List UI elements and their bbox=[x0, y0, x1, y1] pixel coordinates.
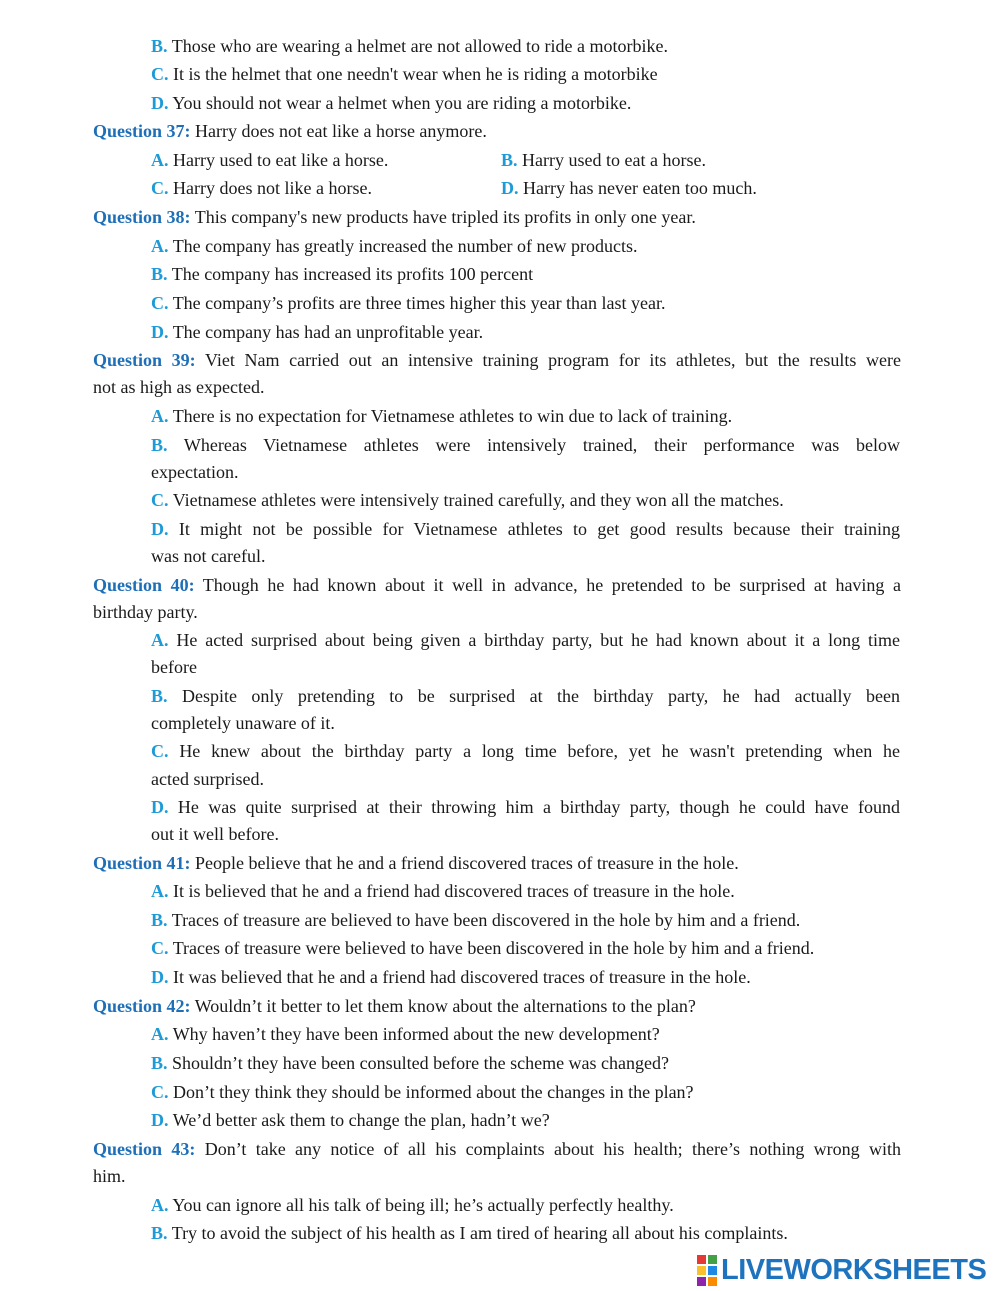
question-43-cont: him. bbox=[93, 1166, 126, 1186]
option-label: D. bbox=[151, 93, 169, 113]
option-text: The company has increased its profits 100 percent bbox=[171, 264, 534, 284]
option-label: A. bbox=[151, 236, 169, 256]
logo-text: LIVEWORKSHEETS bbox=[721, 1253, 987, 1286]
q36-option-b bbox=[151, 35, 668, 57]
question-40 bbox=[93, 574, 901, 596]
q41-option-a bbox=[151, 880, 735, 902]
option-label: A. bbox=[151, 1195, 169, 1215]
liveworksheets-logo[interactable] bbox=[697, 1255, 986, 1285]
question-39-cont: not as high as expected. bbox=[93, 377, 265, 397]
question-41 bbox=[93, 852, 739, 874]
question-38 bbox=[93, 206, 696, 228]
q39-option-a bbox=[151, 405, 732, 427]
option-label: B. bbox=[151, 910, 168, 930]
question-37 bbox=[93, 120, 487, 142]
q37-option-c bbox=[151, 177, 372, 199]
option-label: D. bbox=[151, 797, 169, 817]
question-43 bbox=[93, 1138, 901, 1160]
q40-option-a-cont: before bbox=[151, 657, 197, 677]
option-label: C. bbox=[151, 64, 169, 84]
option-text: Don’t they think they should be informed about the changes in the plan? bbox=[173, 1082, 694, 1102]
q39-option-c bbox=[151, 489, 784, 511]
option-text: Shouldn’t they have been consulted before the scheme was changed? bbox=[172, 1053, 670, 1073]
option-text: He was quite surprised at their throwing him a birthday party, though he could have found bbox=[177, 797, 901, 817]
q42-option-d bbox=[151, 1109, 550, 1131]
q40-option-b-cont: completely unaware of it. bbox=[151, 713, 335, 733]
q42-option-b bbox=[151, 1052, 669, 1074]
option-text: Harry has never eaten too much. bbox=[523, 178, 757, 198]
q38-option-d bbox=[151, 321, 483, 343]
option-label: A. bbox=[151, 150, 169, 170]
option-text: The company has had an unprofitable year. bbox=[172, 322, 484, 342]
q38-option-a bbox=[151, 235, 638, 257]
q40-option-c bbox=[151, 740, 900, 762]
question-label: Question 37: bbox=[93, 121, 191, 141]
option-text: Despite only pretending to be surprised at the birthday party, he had actually been bbox=[181, 686, 900, 706]
option-label: B. bbox=[151, 36, 168, 56]
q40-option-b bbox=[151, 685, 900, 707]
option-text: Harry does not like a horse. bbox=[173, 178, 372, 198]
q39-option-b-cont: expectation. bbox=[151, 462, 239, 482]
option-text: It might not be possible for Vietnamese athletes to get good results because their training bbox=[178, 519, 900, 539]
question-42 bbox=[93, 995, 696, 1017]
question-text: Harry does not eat like a horse anymore. bbox=[195, 121, 487, 141]
q37-option-d bbox=[501, 177, 757, 199]
option-text: We’d better ask them to change the plan, hadn’t we? bbox=[172, 1110, 550, 1130]
question-40-cont: birthday party. bbox=[93, 602, 198, 622]
option-text: Traces of treasure were believed to have been discovered in the hole by him and a friend. bbox=[172, 938, 815, 958]
q41-option-c bbox=[151, 937, 814, 959]
option-label: D. bbox=[151, 967, 169, 987]
q40-option-c-cont: acted surprised. bbox=[151, 769, 264, 789]
option-label: B. bbox=[151, 1223, 168, 1243]
q39-option-d-cont: was not careful. bbox=[151, 546, 266, 566]
option-text: Harry used to eat a horse. bbox=[522, 150, 706, 170]
option-text: You should not wear a helmet when you are riding a motorbike. bbox=[172, 93, 632, 113]
q37-option-a bbox=[151, 149, 388, 171]
option-label: B. bbox=[151, 435, 168, 455]
q38-option-c bbox=[151, 292, 666, 314]
option-label: A. bbox=[151, 1024, 169, 1044]
option-label: C. bbox=[151, 741, 169, 761]
option-label: C. bbox=[151, 293, 169, 313]
option-text: It was believed that he and a friend had discovered traces of treasure in the hole. bbox=[173, 967, 751, 987]
q36-option-d bbox=[151, 92, 631, 114]
q37-option-b bbox=[501, 149, 706, 171]
option-label: C. bbox=[151, 938, 169, 958]
option-label: B. bbox=[501, 150, 518, 170]
question-text: Wouldn’t it better to let them know about the alternations to the plan? bbox=[194, 996, 696, 1016]
question-label: Question 41: bbox=[93, 853, 191, 873]
option-text: Traces of treasure are believed to have been discovered in the hole by him and a friend. bbox=[171, 910, 801, 930]
option-text: Why haven’t they have been informed about the new development? bbox=[172, 1024, 660, 1044]
q40-option-d bbox=[151, 796, 900, 818]
option-label: D. bbox=[151, 322, 169, 342]
option-text: It is the helmet that one needn't wear when he is riding a motorbike bbox=[173, 64, 658, 84]
option-label: C. bbox=[151, 1082, 169, 1102]
option-label: A. bbox=[151, 881, 169, 901]
logo-mark-icon bbox=[697, 1255, 717, 1286]
option-text: Try to avoid the subject of his health as I am tired of hearing all about his complaints. bbox=[171, 1223, 788, 1243]
q40-option-d-cont: out it well before. bbox=[151, 824, 279, 844]
option-text: You can ignore all his talk of being ill; he’s actually perfectly healthy. bbox=[172, 1195, 674, 1215]
q39-option-b bbox=[151, 434, 900, 456]
option-label: D. bbox=[151, 519, 169, 539]
option-text: He acted surprised about being given a birthday party, but he had known about it a long time bbox=[176, 630, 900, 650]
question-text: This company's new products have tripled its profits in only one year. bbox=[194, 207, 696, 227]
question-text: Don’t take any notice of all his complaints about his health; there’s nothing wrong with bbox=[204, 1139, 901, 1159]
q42-option-c bbox=[151, 1081, 694, 1103]
logo-square bbox=[697, 1277, 706, 1286]
option-label: C. bbox=[151, 490, 169, 510]
logo-square bbox=[708, 1266, 717, 1275]
option-label: B. bbox=[151, 1053, 168, 1073]
option-text: Those who are wearing a helmet are not allowed to ride a motorbike. bbox=[171, 36, 669, 56]
question-text: Though he had known about it well in advance, he pretended to be surprised at having a bbox=[202, 575, 901, 595]
q43-option-a bbox=[151, 1194, 674, 1216]
option-label: A. bbox=[151, 630, 169, 650]
q38-option-b bbox=[151, 263, 533, 285]
option-text: Harry used to eat like a horse. bbox=[173, 150, 389, 170]
option-label: A. bbox=[151, 406, 169, 426]
question-text: People believe that he and a friend discovered traces of treasure in the hole. bbox=[195, 853, 739, 873]
logo-square bbox=[708, 1255, 717, 1264]
option-text: Whereas Vietnamese athletes were intensively trained, their performance was below bbox=[183, 435, 900, 455]
question-text: Viet Nam carried out an intensive training program for its athletes, but the results were bbox=[204, 350, 901, 370]
option-label: C. bbox=[151, 178, 169, 198]
q41-option-d bbox=[151, 966, 751, 988]
option-text: Vietnamese athletes were intensively trained carefully, and they won all the matches. bbox=[172, 490, 784, 510]
question-label: Question 38: bbox=[93, 207, 191, 227]
q42-option-a bbox=[151, 1023, 660, 1045]
option-text: The company has greatly increased the number of new products. bbox=[172, 236, 638, 256]
q39-option-d bbox=[151, 518, 900, 540]
question-label: Question 43: bbox=[93, 1139, 196, 1159]
option-label: D. bbox=[151, 1110, 169, 1130]
option-label: D. bbox=[501, 178, 519, 198]
question-label: Question 40: bbox=[93, 575, 195, 595]
option-text: He knew about the birthday party a long time before, yet he wasn't pretending when he bbox=[179, 741, 901, 761]
logo-square bbox=[697, 1266, 706, 1275]
option-text: It is believed that he and a friend had discovered traces of treasure in the hole. bbox=[173, 881, 735, 901]
question-label: Question 39: bbox=[93, 350, 196, 370]
logo-square bbox=[697, 1255, 706, 1264]
question-label: Question 42: bbox=[93, 996, 191, 1016]
question-39 bbox=[93, 349, 901, 371]
option-text: The company’s profits are three times higher this year than last year. bbox=[172, 293, 666, 313]
option-text: There is no expectation for Vietnamese athletes to win due to lack of training. bbox=[172, 406, 733, 426]
q43-option-b bbox=[151, 1222, 788, 1244]
option-label: B. bbox=[151, 264, 168, 284]
option-label: B. bbox=[151, 686, 168, 706]
q36-option-c bbox=[151, 63, 658, 85]
q41-option-b bbox=[151, 909, 800, 931]
logo-square bbox=[708, 1277, 717, 1286]
q40-option-a bbox=[151, 629, 900, 651]
